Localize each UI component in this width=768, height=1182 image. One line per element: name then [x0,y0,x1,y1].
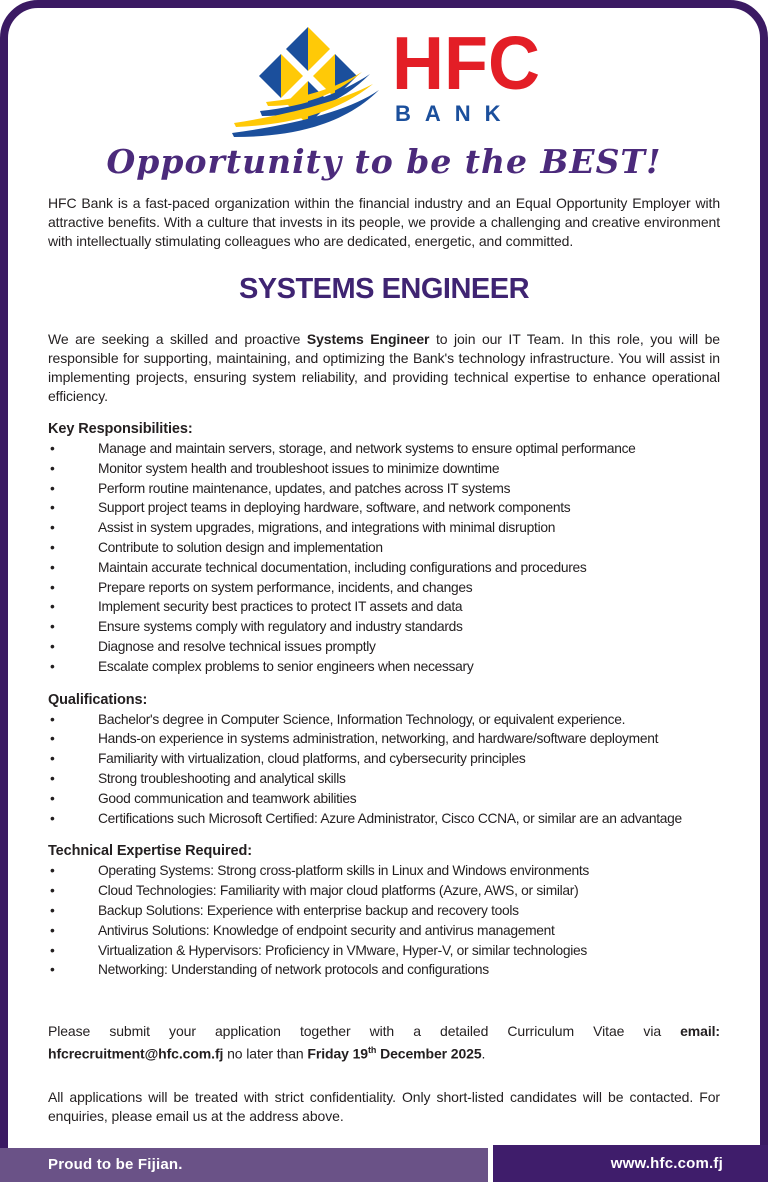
overview-text: We are seeking a skilled and proactive [48,331,307,347]
bullet-item: • Assist in system upgrades, migrations, and integrations with minimal disruption [48,518,720,538]
bullet-item: • Ensure systems comply with regulatory and industry standards [48,617,720,637]
application-text: Please submit your application together with a detailed Curriculum Vitae via [48,1023,681,1040]
bullet-item: • Virtualization & Hypervisors: Proficiency in VMware, Hyper-V, or similar technologies [48,941,720,961]
bullet-item: • Prepare reports on system performance, incidents, and changes [48,578,720,598]
application-deadline: Friday 19 [307,1045,368,1062]
hfc-diamond-swoosh-icon [228,26,392,138]
section-heading: Key Responsibilities: [48,421,193,437]
confidentiality-note: All applications will be treated with strict confidentiality. Only short-listed candidates will be contacted. For enquiries, please email us at the address above. [48,1088,720,1124]
section-heading: Qualifications: [48,691,148,708]
logo-bank-text: BANK [395,101,515,127]
overview-role-bold: Systems Engineer [306,331,430,347]
application-email: email: hfcrecruitment@hfc.com.fj [48,1023,720,1062]
bullet-item: • Implement security best practices to protect IT assets and data [48,597,720,617]
bullet-item: • Familiarity with virtualization, cloud platforms, and cybersecurity principles [48,749,720,769]
role-overview-paragraph [48,330,720,406]
bullet-item: • Manage and maintain servers, storage, and network systems to ensure optimal performance [48,439,720,459]
bullet-list [48,861,720,980]
bullet-item: • Support project teams in deploying hardware, software, and network components [48,498,720,518]
bullet-item: • Monitor system health and troubleshoot issues to minimize downtime [48,459,720,479]
bullet-item: • Cloud Technologies: Familiarity with major cloud platforms (Azure, AWS, or similar) [48,881,720,901]
footer-proud-bar: Proud to be Fijian. [0,1148,488,1182]
bullet-item: • Good communication and teamwork abilities [48,789,720,809]
bullet-item: • Maintain accurate technical documentation, including configurations and procedures [48,558,720,578]
intro-paragraph: HFC Bank is a fast-paced organization within the financial industry and an Equal Opportunity Employer with attractive benefits. With a culture that invests in its people, we provide a challenging and creative environment with intellectually stimulating colleagues who are dedicated, energetic, and committed. [48,195,720,249]
bullet-item: • Escalate complex problems to senior engineers when necessary [48,657,720,677]
application-text-end: . [481,1045,486,1062]
deadline-ordinal: th [368,1045,377,1056]
bullet-item: • Perform routine maintenance, updates, and patches across IT systems [48,479,720,499]
hfc-bank-logo [48,22,720,140]
bullet-item: • Operating Systems: Strong cross-platform skills in Linux and Windows environments [48,861,720,881]
bullet-item: • Networking: Understanding of network protocols and configurations [48,960,720,980]
application-text-mid: no later than [223,1045,308,1062]
bullet-item: • Antivirus Solutions: Knowledge of endpoint security and antivirus management [48,921,720,941]
section-technical-expertise [48,843,720,980]
bullet-item: • Contribute to solution design and implementation [48,538,720,558]
logo-wordmark [392,22,540,127]
bullet-item: • Diagnose and resolve technical issues promptly [48,637,720,657]
overview-text-post: to join our IT Team. In this role, you will be responsible for supporting, maintaining, and optimizing the Bank's technology infrastructure. You will assist in implementing projects, ensuring system reliability, and providing technical expertise to enhance operational efficiency. [48,331,720,404]
application-instructions [48,1022,720,1064]
job-title: SYSTEMS ENGINEER [238,273,530,305]
bullet-item: • Strong troubleshooting and analytical skills [48,769,720,789]
page-content [0,22,768,1126]
logo-hfc-text: HFC [392,22,540,106]
application-deadline-rest: December 2025 [376,1045,482,1062]
tagline-script: Opportunity to be the BEST! [106,142,662,181]
section-heading: Technical Expertise Required: [48,843,252,860]
section-qualifications [48,692,720,829]
bullet-item: • Bachelor's degree in Computer Science, Information Technology, or equivalent experience. [48,710,720,730]
bullet-list [48,439,720,677]
section-key-responsibilities [48,421,720,677]
bullet-item: • Backup Solutions: Experience with enterprise backup and recovery tools [48,901,720,921]
bullet-item: • Certifications such Microsoft Certified: Azure Administrator, Cisco CCNA, or similar are an advantage [48,809,720,829]
footer-website-bar: www.hfc.com.fj [493,1145,768,1182]
bullet-list [48,710,720,829]
bullet-item: • Hands-on experience in systems administration, networking, and hardware/software deployment [48,729,720,749]
